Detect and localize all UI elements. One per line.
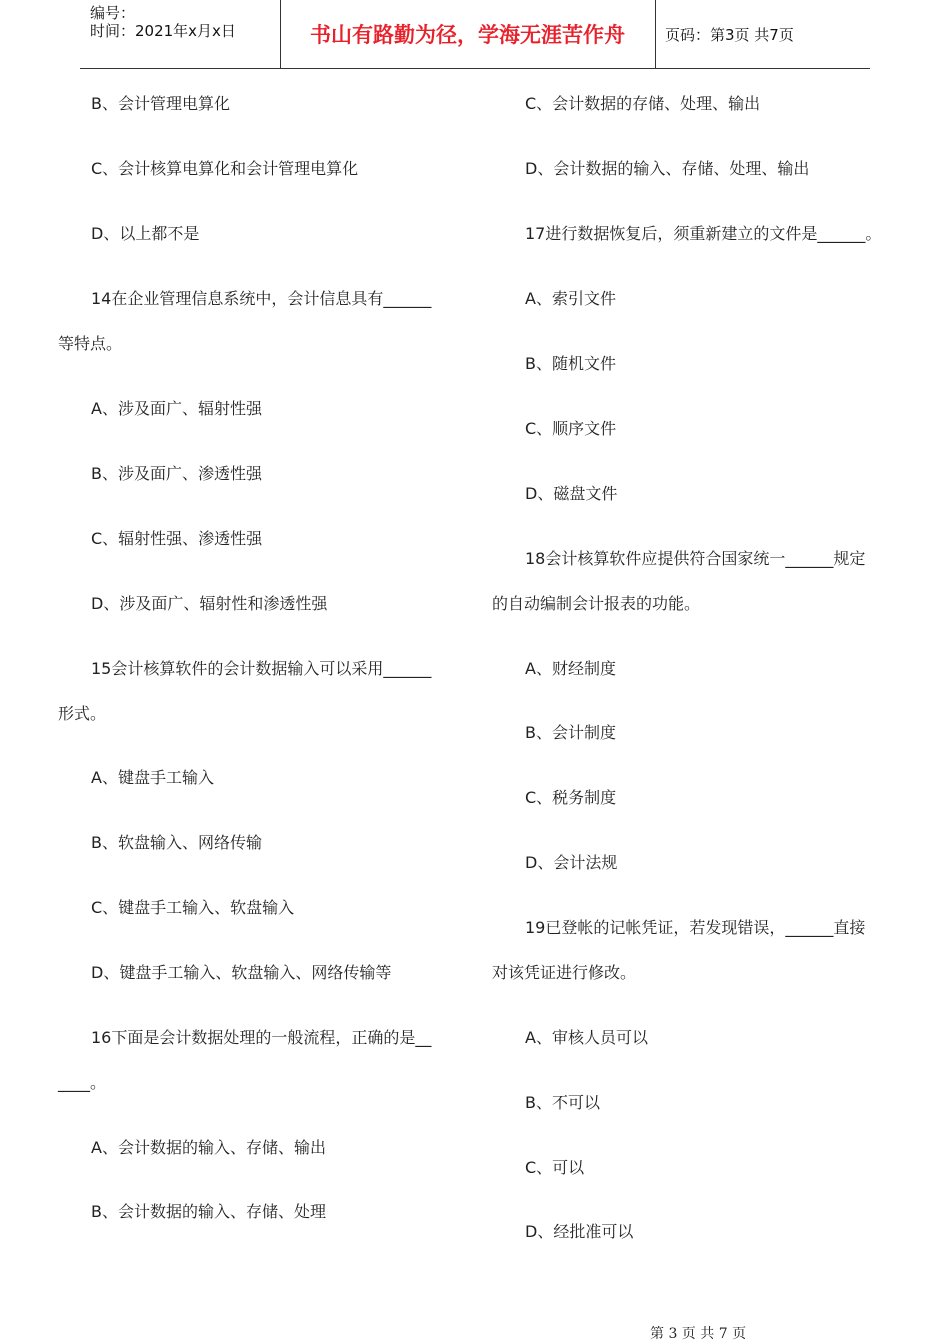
option-line: B、随机文件 (525, 354, 616, 373)
motto: 书山有路勤为径，学海无涯苦作舟 (310, 22, 625, 47)
option-line: A、索引文件 (525, 289, 616, 308)
option-line: C、键盘手工输入、软盘输入 (91, 898, 295, 917)
question-continuation: 对该凭证进行修改。 (492, 963, 637, 982)
option-line: C、辐射性强、渗透性强 (91, 529, 263, 548)
question-15: 15会计核算软件的会计数据输入可以采用______ (91, 659, 432, 678)
option-line: C、顺序文件 (525, 419, 617, 438)
option-line: C、可以 (525, 1158, 585, 1177)
page-footer: 第 3 页 共 7 页 (650, 1326, 747, 1342)
option-line: B、会计数据的输入、存储、处理 (91, 1202, 326, 1221)
question-19: 19已登帐的记帐凭证，若发现错误，______直接 (525, 918, 866, 937)
option-line: B、涉及面广、渗透性强 (91, 464, 262, 483)
option-line: A、审核人员可以 (525, 1028, 648, 1047)
option-line: A、财经制度 (525, 659, 616, 678)
option-line: D、会计数据的输入、存储、处理、输出 (525, 159, 810, 178)
question-17: 17进行数据恢复后，须重新建立的文件是______。 (525, 224, 882, 243)
question-continuation: 等特点。 (58, 334, 123, 353)
question-continuation: 形式。 (58, 704, 107, 723)
header-left-cell (80, 0, 281, 68)
question-continuation: 的自动编制会计报表的功能。 (492, 594, 701, 613)
option-line: D、会计法规 (525, 853, 618, 872)
option-line: D、以上都不是 (91, 224, 200, 243)
question-continuation: ____。 (58, 1073, 107, 1092)
option-line: C、税务制度 (525, 788, 617, 807)
option-line: B、不可以 (525, 1093, 600, 1112)
option-line: D、键盘手工输入、软盘输入、网络传输等 (91, 963, 392, 982)
option-line: A、会计数据的输入、存储、输出 (91, 1138, 326, 1157)
serial-label: 编号： (90, 4, 136, 22)
question-16: 16下面是会计数据处理的一般流程，正确的是__ (91, 1028, 432, 1047)
option-line: D、涉及面广、辐射性和渗透性强 (91, 594, 328, 613)
page-header (80, 0, 870, 69)
header-right-cell (655, 0, 870, 68)
option-line: B、会计管理电算化 (91, 94, 230, 113)
option-line: B、软盘输入、网络传输 (91, 833, 262, 852)
question-14: 14在企业管理信息系统中，会计信息具有______ (91, 289, 432, 308)
question-18: 18会计核算软件应提供符合国家统一______规定 (525, 549, 866, 568)
page-code: 页码：第3页 共7页 (665, 26, 794, 44)
date-line: 时间：2021年x月x日 (90, 22, 236, 40)
option-line: C、会计数据的存储、处理、输出 (525, 94, 761, 113)
header-middle-cell (280, 0, 656, 68)
option-line: C、会计核算电算化和会计管理电算化 (91, 159, 359, 178)
option-line: D、经批准可以 (525, 1222, 634, 1241)
option-line: A、键盘手工输入 (91, 768, 214, 787)
option-line: A、涉及面广、辐射性强 (91, 399, 262, 418)
option-line: D、磁盘文件 (525, 484, 618, 503)
option-line: B、会计制度 (525, 723, 616, 742)
